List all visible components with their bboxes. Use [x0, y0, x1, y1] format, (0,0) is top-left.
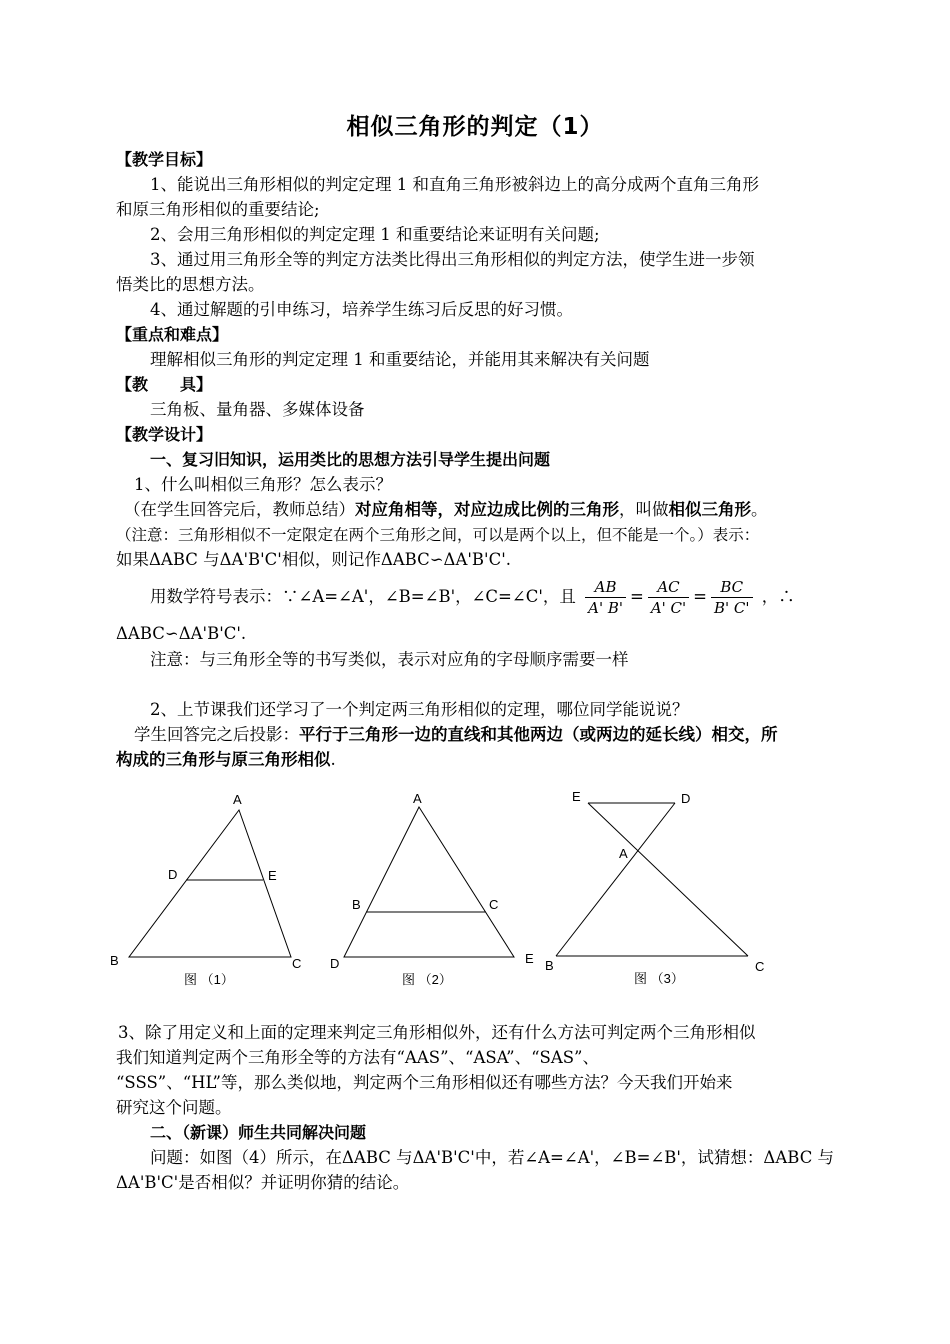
question-1-answer: [124, 498, 864, 522]
fig2-caption: 图 （2）: [402, 972, 452, 987]
figure-2: [344, 807, 514, 957]
problem-a: 问题：如图（4）所示，在ΔABC 与ΔA'B'C'中，若∠A=∠A'，∠B=∠B'，试猜想：ΔABC 与: [150, 1148, 835, 1167]
fig2-label-b: B: [352, 897, 361, 912]
symbol-suffix: ，∴: [761, 587, 795, 606]
fraction-ac-num: AC: [648, 577, 689, 598]
question-3a: 3、除了用定义和上面的定理来判定三角形相似外，还有什么方法可判定两个三角形相似: [118, 1023, 756, 1042]
key-heading: 【重点和难点】: [116, 325, 229, 344]
question-2: 2、上节课我们还学习了一个判定两三角形相似的定理，哪位同学能说说？: [150, 700, 689, 719]
fig2-label-c: C: [489, 897, 499, 912]
goals-heading: 【教学目标】: [116, 150, 213, 169]
answer-definition: 对应角相等，对应边成比例的三角形: [355, 500, 619, 519]
part1-heading: 一、复习旧知识，运用类比的思想方法引导学生提出问题: [150, 450, 551, 469]
figure-1: [129, 810, 291, 957]
fig3-line-db: [556, 803, 675, 956]
fraction-ab-num: AB: [585, 577, 626, 598]
symbol-result: ΔABC∽ΔA'B'C'.: [116, 624, 247, 643]
fig3-line-ec: [588, 803, 748, 956]
fraction-ac: [648, 577, 689, 618]
fig2-label-d: D: [330, 956, 340, 971]
fig1-label-a: A: [233, 792, 242, 807]
fig3-label-a: A: [619, 846, 628, 861]
figure-1-labels: [110, 792, 301, 987]
key-text: 理解相似三角形的判定定理 1 和重要结论，并能用其来解决有关问题: [150, 350, 650, 369]
note-3: 注意：与三角形全等的书写类似，表示对应角的字母顺序需要一样: [150, 650, 629, 669]
tools-heading: 【教 具】: [116, 375, 213, 394]
fraction-bc-num: BC: [711, 577, 753, 598]
q2-theorem-b: 构成的三角形与原三角形相似: [116, 750, 331, 769]
fig1-triangle: [129, 810, 291, 957]
q2-answer-end: .: [330, 750, 336, 769]
fig1-label-b: B: [110, 953, 119, 968]
question-1: 1、什么叫相似三角形？怎么表示？: [134, 475, 392, 494]
goal-item-1a: 1、能说出三角形相似的判定定理 1 和直角三角形被斜边上的高分成两个直角三角形: [150, 175, 759, 194]
fig3-label-b: B: [545, 958, 554, 973]
similar-triangle-figures: [0, 780, 950, 1000]
note-2: 如果ΔABC 与ΔA'B'C'相似，则记作ΔABC∽ΔA'B'C'.: [116, 550, 511, 569]
goal-item-3b: 悟类比的思想方法。: [116, 275, 265, 294]
figure-3: [556, 803, 748, 956]
fig2-label-e: E: [525, 951, 534, 966]
fig2-label-a: A: [413, 791, 422, 806]
design-heading: 【教学设计】: [116, 425, 213, 444]
part2-heading: 二、（新课）师生共同解决问题: [150, 1123, 367, 1142]
fig3-label-e: E: [572, 789, 581, 804]
answer-prefix: （在学生回答完后，教师总结）: [124, 500, 355, 519]
question-2-answer-a: [134, 723, 874, 747]
figure-2-labels: [330, 791, 534, 987]
fraction-ac-den: A' C': [650, 599, 687, 617]
goal-item-4: 4、通过解题的引申练习，培养学生练习后反思的好习惯。: [150, 300, 573, 319]
goal-item-1b: 和原三角形相似的重要结论;: [116, 200, 320, 219]
symbol-prefix: 用数学符号表示：∵∠A=∠A'，∠B=∠B'，∠C=∠C'，且: [150, 587, 576, 606]
q2-answer-prefix: 学生回答完之后投影：: [134, 725, 299, 744]
answer-mid: ，叫做: [619, 500, 669, 519]
note-1: （注意：三角形相似不一定限定在两个三角形之间，可以是两个以上，但不能是一个。）表示：: [116, 526, 760, 544]
question-3d: 研究这个问题。: [116, 1098, 232, 1117]
fraction-ab: [585, 577, 626, 618]
tools-text: 三角板、量角器、多媒体设备: [150, 400, 365, 419]
question-3c: “SSS”、“HL”等，那么类似地，判定两个三角形相似还有哪些方法？今天我们开始来: [116, 1073, 733, 1092]
fig3-label-c: C: [755, 959, 765, 974]
fig1-label-d: D: [168, 867, 178, 882]
fig1-label-e: E: [268, 868, 277, 883]
question-3b: 我们知道判定两个三角形全等的方法有“AAS”、“ASA”、“SAS”、: [116, 1048, 599, 1067]
goal-item-2: 2、会用三角形相似的判定定理 1 和重要结论来证明有关问题;: [150, 225, 600, 244]
fig2-triangle: [344, 807, 514, 957]
q2-theorem-a: 平行于三角形一边的直线和其他两边（或两边的延长线）相交，所: [299, 725, 778, 744]
fraction-bc-den: B' C': [713, 599, 750, 617]
symbol-statement: 用数学符号表示：∵∠A=∠A'，∠B=∠B'，∠C=∠C'，且 $\frac{AB}{A' B'}$ = $\frac{AC}{A' C'}$ = $\frac{BC}{B' C'}$ ，∴: [150, 578, 795, 617]
goal-item-3a: 3、通过用三角形全等的判定方法类比得出三角形相似的判定方法，使学生进一步领: [150, 250, 755, 269]
answer-term: 相似三角形: [668, 500, 751, 519]
fig3-caption: 图 （3）: [634, 971, 684, 986]
fraction-bc: [711, 577, 753, 618]
fig3-label-d: D: [681, 791, 691, 806]
fraction-ab-den: A' B': [588, 599, 623, 617]
fig1-caption: 图 （1）: [184, 972, 234, 987]
question-2-answer-b: [116, 748, 856, 772]
fig1-label-c: C: [292, 956, 302, 971]
answer-end: 。: [751, 500, 768, 519]
page-title: 相似三角形的判定（1）: [346, 114, 604, 140]
problem-b: ΔA'B'C'是否相似？并证明你猜的结论。: [116, 1173, 410, 1192]
